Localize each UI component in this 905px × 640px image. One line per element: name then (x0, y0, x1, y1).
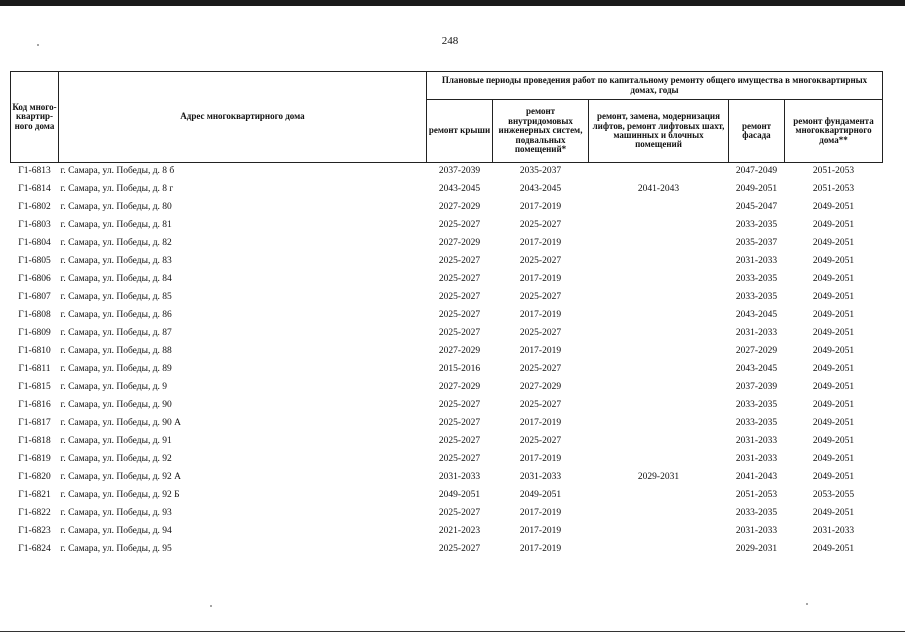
table-row (11, 523, 883, 541)
cell-facade: 2045-2047 (735, 202, 778, 213)
cell-address: г. Самара, ул. Победы, д. 8 г (60, 184, 174, 195)
cell-facade: 2031-2033 (735, 454, 778, 465)
bottom-scan-border (0, 631, 905, 632)
header-elevators: ремонт, замена, модернизация лифтов, ремонт лифтовых шахт, машинных и блочных помещений (589, 100, 729, 163)
cell-foundation: 2051-2053 (812, 166, 855, 177)
table-row (11, 253, 883, 271)
cell-elevators (589, 235, 729, 253)
cell-facade: 2049-2051 (735, 184, 778, 195)
cell-elevators (589, 433, 729, 451)
cell-systems: 2017-2019 (519, 454, 562, 465)
table-header (11, 72, 883, 163)
cell-facade: 2051-2053 (735, 490, 778, 501)
header-address: Адрес многоквартирного дома (59, 72, 427, 163)
header-code: Код много-квартир-ного дома (11, 72, 59, 163)
cell-elevators (589, 505, 729, 523)
cell-roof: 2027-2029 (438, 346, 481, 357)
cell-systems: 2017-2019 (519, 526, 562, 537)
cell-address: г. Самара, ул. Победы, д. 87 (60, 328, 172, 339)
cell-address: г. Самара, ул. Победы, д. 88 (60, 346, 172, 357)
cell-foundation: 2049-2051 (812, 382, 855, 393)
cell-elevators (589, 487, 729, 505)
cell-roof: 2025-2027 (438, 220, 481, 231)
cell-roof: 2025-2027 (438, 256, 481, 267)
header-foundation: ремонт фундамента многоквартирного дома** (785, 100, 883, 163)
cell-address: г. Самара, ул. Победы, д. 93 (60, 508, 172, 519)
cell-roof: 2025-2027 (438, 454, 481, 465)
cell-code: Г1-6806 (18, 274, 51, 285)
cell-facade: 2043-2045 (735, 310, 778, 321)
table-row (11, 217, 883, 235)
cell-code: Г1-6805 (18, 256, 51, 267)
cell-code: Г1-6813 (18, 166, 51, 177)
cell-facade: 2027-2029 (735, 346, 778, 357)
cell-facade: 2047-2049 (735, 166, 778, 177)
cell-foundation: 2049-2051 (812, 238, 855, 249)
cell-foundation: 2049-2051 (812, 454, 855, 465)
cell-roof: 2025-2027 (438, 292, 481, 303)
cell-facade: 2033-2035 (735, 292, 778, 303)
cell-roof: 2031-2033 (438, 472, 481, 483)
cell-roof: 2027-2029 (438, 202, 481, 213)
cell-facade: 2043-2045 (735, 364, 778, 375)
cell-code: Г1-6818 (18, 436, 51, 447)
cell-facade: 2031-2033 (735, 436, 778, 447)
cell-systems: 2027-2029 (519, 382, 562, 393)
cell-foundation: 2051-2053 (812, 184, 855, 195)
cell-systems: 2017-2019 (519, 418, 562, 429)
table-row (11, 451, 883, 469)
cell-code: Г1-6804 (18, 238, 51, 249)
table-row (11, 163, 883, 182)
cell-elevators (589, 307, 729, 325)
cell-facade: 2037-2039 (735, 382, 778, 393)
cell-roof: 2025-2027 (438, 310, 481, 321)
repair-schedule-table (10, 71, 883, 559)
cell-roof: 2025-2027 (438, 508, 481, 519)
cell-facade: 2029-2031 (735, 544, 778, 555)
table-row (11, 415, 883, 433)
cell-systems: 2049-2051 (519, 490, 562, 501)
cell-roof: 2025-2027 (438, 418, 481, 429)
cell-code: Г1-6820 (18, 472, 51, 483)
cell-roof: 2025-2027 (438, 400, 481, 411)
cell-foundation: 2049-2051 (812, 436, 855, 447)
table-row (11, 343, 883, 361)
scan-speck (37, 44, 39, 46)
cell-roof: 2025-2027 (438, 436, 481, 447)
cell-systems: 2025-2027 (519, 256, 562, 267)
table-row (11, 487, 883, 505)
cell-facade: 2033-2035 (735, 508, 778, 519)
cell-address: г. Самара, ул. Победы, д. 86 (60, 310, 172, 321)
cell-code: Г1-6819 (18, 454, 51, 465)
cell-roof: 2025-2027 (438, 544, 481, 555)
table-row (11, 181, 883, 199)
table-row (11, 307, 883, 325)
cell-systems: 2017-2019 (519, 508, 562, 519)
cell-address: г. Самара, ул. Победы, д. 84 (60, 274, 172, 285)
cell-code: Г1-6811 (18, 364, 51, 375)
table-row (11, 469, 883, 487)
cell-elevators (589, 289, 729, 307)
cell-address: г. Самара, ул. Победы, д. 90 (60, 400, 172, 411)
cell-facade: 2033-2035 (735, 274, 778, 285)
cell-code: Г1-6821 (18, 490, 51, 501)
cell-roof: 2027-2029 (438, 238, 481, 249)
cell-systems: 2025-2027 (519, 328, 562, 339)
cell-code: Г1-6815 (18, 382, 51, 393)
cell-systems: 2025-2027 (519, 436, 562, 447)
cell-systems: 2025-2027 (519, 220, 562, 231)
cell-address: г. Самара, ул. Победы, д. 80 (60, 202, 172, 213)
cell-address: г. Самара, ул. Победы, д. 8 б (60, 166, 175, 177)
cell-elevators (589, 379, 729, 397)
table-row (11, 199, 883, 217)
cell-facade: 2033-2035 (735, 220, 778, 231)
cell-elevators (589, 451, 729, 469)
cell-address: г. Самара, ул. Победы, д. 85 (60, 292, 172, 303)
cell-foundation: 2049-2051 (812, 508, 855, 519)
cell-foundation: 2049-2051 (812, 346, 855, 357)
cell-address: г. Самара, ул. Победы, д. 9 (60, 382, 168, 393)
cell-code: Г1-6808 (18, 310, 51, 321)
cell-address: г. Самара, ул. Победы, д. 91 (60, 436, 172, 447)
cell-elevators (589, 325, 729, 343)
cell-elevators (589, 397, 729, 415)
cell-systems: 2031-2033 (519, 472, 562, 483)
cell-roof: 2025-2027 (438, 274, 481, 285)
cell-facade: 2033-2035 (735, 400, 778, 411)
cell-systems: 2035-2037 (519, 166, 562, 177)
cell-code: Г1-6803 (18, 220, 51, 231)
table-row (11, 505, 883, 523)
cell-address: г. Самара, ул. Победы, д. 90 А (60, 418, 182, 429)
cell-systems: 2017-2019 (519, 310, 562, 321)
cell-systems: 2025-2027 (519, 364, 562, 375)
cell-roof: 2025-2027 (438, 328, 481, 339)
cell-foundation: 2049-2051 (812, 544, 855, 555)
cell-elevators (589, 523, 729, 541)
cell-foundation: 2053-2055 (812, 490, 855, 501)
cell-elevators: 2029-2031 (637, 472, 680, 483)
cell-foundation: 2049-2051 (812, 418, 855, 429)
table-row (11, 289, 883, 307)
table-body (11, 163, 883, 560)
cell-foundation: 2049-2051 (812, 310, 855, 321)
cell-systems: 2025-2027 (519, 292, 562, 303)
cell-facade: 2041-2043 (735, 472, 778, 483)
cell-elevators (589, 253, 729, 271)
cell-systems: 2017-2019 (519, 202, 562, 213)
cell-address: г. Самара, ул. Победы, д. 94 (60, 526, 172, 537)
cell-foundation: 2049-2051 (812, 472, 855, 483)
cell-systems: 2017-2019 (519, 346, 562, 357)
cell-elevators (589, 541, 729, 559)
cell-facade: 2035-2037 (735, 238, 778, 249)
cell-code: Г1-6814 (18, 184, 51, 195)
cell-roof: 2015-2016 (438, 364, 481, 375)
table-row (11, 397, 883, 415)
cell-code: Г1-6823 (18, 526, 51, 537)
cell-systems: 2043-2045 (519, 184, 562, 195)
table-row (11, 379, 883, 397)
cell-foundation: 2049-2051 (812, 328, 855, 339)
cell-foundation: 2049-2051 (812, 292, 855, 303)
table-row (11, 271, 883, 289)
cell-elevators (589, 217, 729, 235)
cell-foundation: 2031-2033 (812, 526, 855, 537)
cell-systems: 2025-2027 (519, 400, 562, 411)
cell-address: г. Самара, ул. Победы, д. 95 (60, 544, 172, 555)
cell-code: Г1-6809 (18, 328, 51, 339)
cell-foundation: 2049-2051 (812, 364, 855, 375)
cell-facade: 2031-2033 (735, 526, 778, 537)
cell-address: г. Самара, ул. Победы, д. 83 (60, 256, 172, 267)
cell-code: Г1-6817 (18, 418, 51, 429)
header-periods-group: Плановые периоды проведения работ по капитальному ремонту общего имущества в многоквартирных домах, годы (427, 72, 883, 100)
cell-address: г. Самара, ул. Победы, д. 92 А (60, 472, 182, 483)
cell-foundation: 2049-2051 (812, 256, 855, 267)
cell-elevators (589, 361, 729, 379)
table-row (11, 235, 883, 253)
scan-speck (210, 605, 212, 607)
header-roof: ремонт крыши (427, 100, 493, 163)
cell-code: Г1-6810 (18, 346, 51, 357)
header-systems: ремонт внутридомовых инженерных систем, подвальных помещений* (493, 100, 589, 163)
cell-code: Г1-6807 (18, 292, 51, 303)
cell-roof: 2027-2029 (438, 382, 481, 393)
cell-code: Г1-6822 (18, 508, 51, 519)
cell-foundation: 2049-2051 (812, 400, 855, 411)
cell-systems: 2017-2019 (519, 238, 562, 249)
table-row (11, 325, 883, 343)
cell-foundation: 2049-2051 (812, 274, 855, 285)
cell-systems: 2017-2019 (519, 274, 562, 285)
cell-code: Г1-6816 (18, 400, 51, 411)
table-row (11, 361, 883, 379)
cell-code: Г1-6824 (18, 544, 51, 555)
cell-address: г. Самара, ул. Победы, д. 82 (60, 238, 172, 249)
cell-systems: 2017-2019 (519, 544, 562, 555)
table-row (11, 433, 883, 451)
cell-foundation: 2049-2051 (812, 220, 855, 231)
cell-elevators (589, 271, 729, 289)
cell-address: г. Самара, ул. Победы, д. 92 (60, 454, 172, 465)
top-scan-border (0, 0, 905, 6)
cell-elevators (589, 199, 729, 217)
cell-elevators (589, 163, 729, 182)
page-number: 248 (441, 35, 459, 47)
cell-roof: 2021-2023 (438, 526, 481, 537)
cell-facade: 2031-2033 (735, 328, 778, 339)
cell-roof: 2043-2045 (438, 184, 481, 195)
cell-foundation: 2049-2051 (812, 202, 855, 213)
cell-elevators (589, 415, 729, 433)
cell-roof: 2037-2039 (438, 166, 481, 177)
cell-elevators (589, 343, 729, 361)
cell-address: г. Самара, ул. Победы, д. 92 Б (60, 490, 180, 501)
cell-elevators: 2041-2043 (637, 184, 680, 195)
cell-roof: 2049-2051 (438, 490, 481, 501)
cell-code: Г1-6802 (18, 202, 51, 213)
header-facade: ремонт фасада (729, 100, 785, 163)
table-row (11, 541, 883, 559)
cell-address: г. Самара, ул. Победы, д. 89 (60, 364, 172, 375)
cell-facade: 2033-2035 (735, 418, 778, 429)
cell-facade: 2031-2033 (735, 256, 778, 267)
cell-address: г. Самара, ул. Победы, д. 81 (60, 220, 172, 231)
scan-speck (806, 603, 808, 605)
